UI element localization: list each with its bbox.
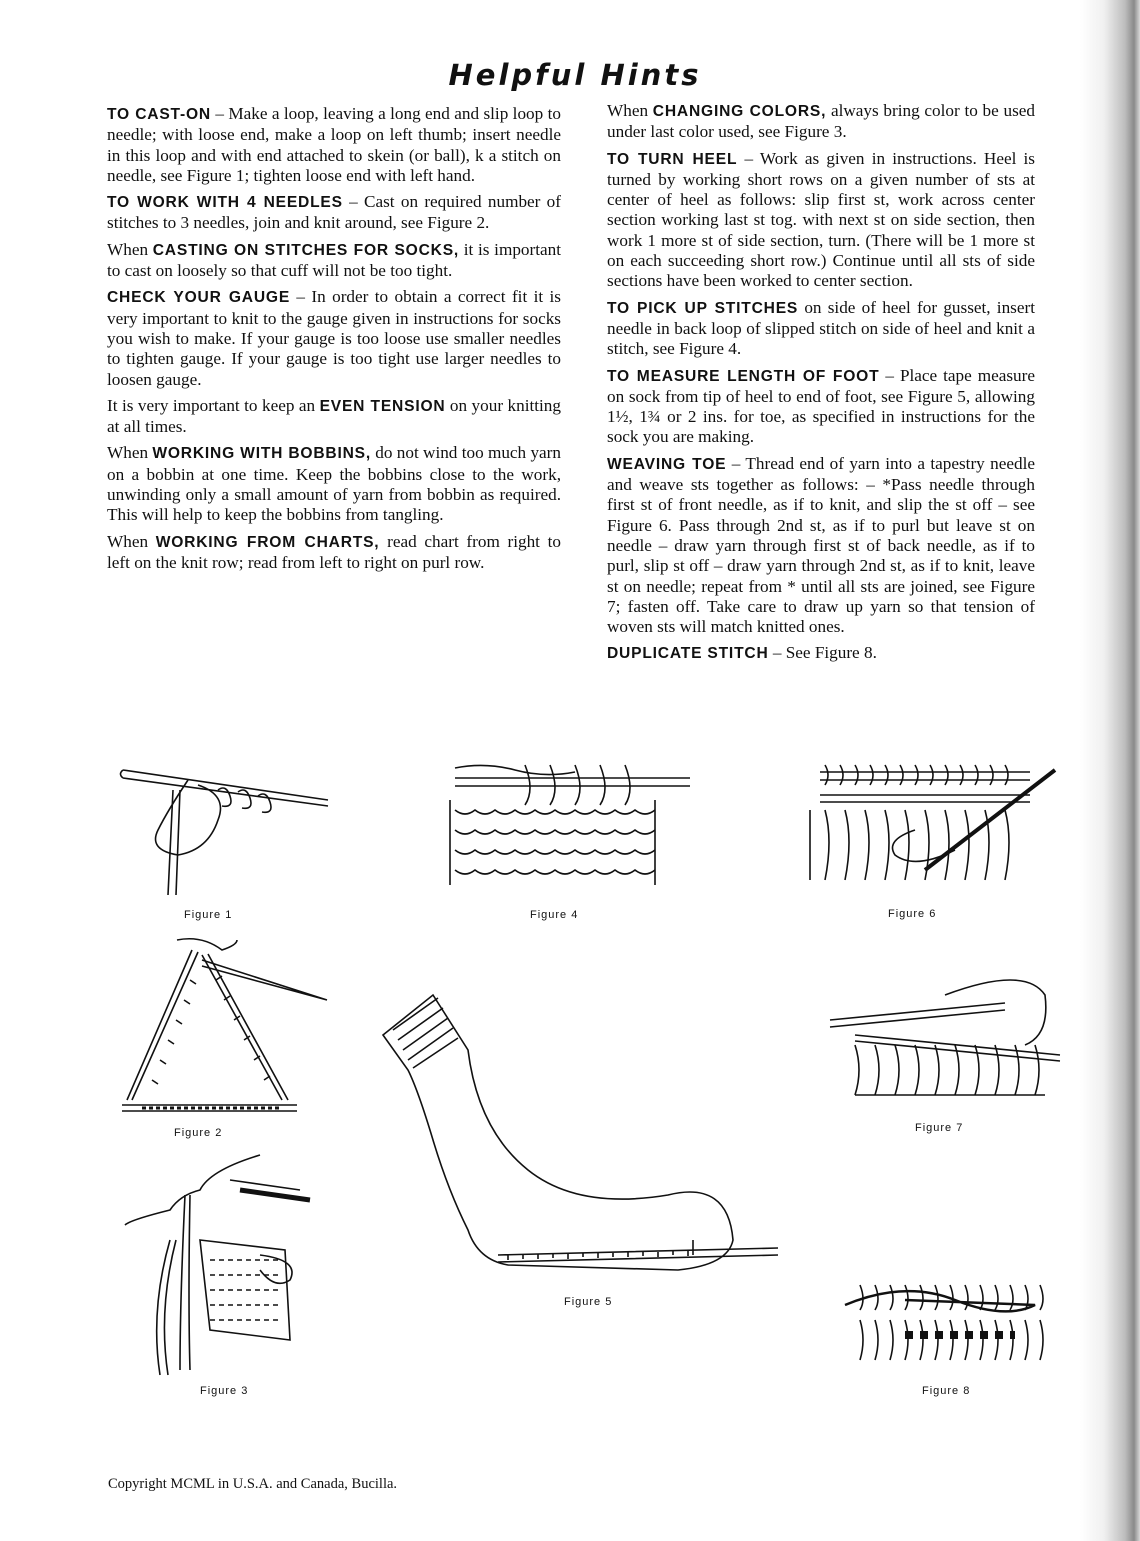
figure-3-label: Figure 3 xyxy=(200,1385,249,1397)
hint-four-needles: TO WORK WITH 4 NEEDLES – Cast on required number of stitches to 3 needles, join and knit around, see Figure 2. xyxy=(107,192,561,233)
figure-6-label: Figure 6 xyxy=(888,908,937,920)
hint-measure-foot: TO MEASURE LENGTH OF FOOT – Place tape measure on sock from tip of heel to end of foot, see Figure 5, allowing 1½, 1¾ or 2 ins. for toe, as specified in instructions for the sock you are making. xyxy=(607,365,1036,447)
hint-tension: It is very important to keep an EVEN TENSION on your knitting at all times. xyxy=(107,395,561,437)
hint-pick-up: TO PICK UP STITCHES on side of heel for gusset, insert needle in back loop of slipped stitch on side of heel and knit a stitch, see Figure 4. xyxy=(607,297,1035,359)
hint-colors: When CHANGING COLORS, always bring color to be used under last color used, see Figure 3. xyxy=(607,101,1035,142)
page-title: Helpful Hints xyxy=(448,58,702,92)
page-binding-shadow xyxy=(1080,0,1140,1541)
figure-8-label: Figure 8 xyxy=(922,1385,971,1397)
hint-cast-on: TO CAST-ON – Make a loop, leaving a long end and slip loop to needle; with loose end, make a loop on left thumb; insert needle in this loop and with end attached to skein (or ball), k a stitch on needle, see Figure 1; tighten loose end with left hand. xyxy=(107,104,561,185)
hint-charts: When WORKING FROM CHARTS, read chart from right to left on the knit row; read from left to right on purl row. xyxy=(107,531,561,572)
figure-1-cast-on-illustration xyxy=(118,760,333,900)
figure-1-label: Figure 1 xyxy=(184,909,233,921)
figure-8-duplicate-stitch-illustration xyxy=(845,1280,1055,1380)
figure-3-changing-colors-illustration xyxy=(110,1150,310,1380)
figure-7-label: Figure 7 xyxy=(915,1122,964,1134)
hint-bobbins: When WORKING WITH BOBBINS, do not wind too much yarn on a bobbin at one time. Keep the bobbins close to the work, unwinding only a small amount of yarn from bobbin as required. This will help to keep the bobbins from tangling. xyxy=(107,443,561,525)
figure-4-label: Figure 4 xyxy=(530,909,579,921)
figure-6-weaving-toe-illustration xyxy=(805,760,1060,890)
hint-turn-heel: TO TURN HEEL – Work as given in instructions. Heel is turned by working short rows on a given number of sts at center of heel as follows: slip first st, work across center section working last st tog. with next st on side section, then work 1 more st of side section, turn. (There will be 1 more st on each succeeding short row.) Continue until all sts of side sections have been worked to center section. xyxy=(607,148,1035,291)
figure-7-weaving-stitches-illustration xyxy=(825,975,1065,1105)
figure-4-pick-up-stitches-illustration xyxy=(445,760,695,890)
right-column xyxy=(607,101,1035,671)
figure-2-label: Figure 2 xyxy=(174,1127,223,1139)
hint-gauge: CHECK YOUR GAUGE – In order to obtain a correct fit it is very important to knit to the gauge given in instructions for socks you wish to make. If your gauge is too loose use smaller needles to tighten gauge. If your gauge is too tight use larger needles to loosen gauge. xyxy=(107,287,561,389)
hint-duplicate-stitch: DUPLICATE STITCH – See Figure 8. xyxy=(607,643,877,663)
copyright-notice: Copyright MCML in U.S.A. and Canada, Bucilla. xyxy=(108,1476,398,1492)
hint-casting-socks: When CASTING ON STITCHES FOR SOCKS, it is important to cast on loosely so that cuff will not be too tight. xyxy=(107,239,562,281)
hint-weaving-toe: WEAVING TOE – Thread end of yarn into a tapestry needle and weave sts together as follows: – *Pass needle through first st of front needle, as if to knit, and slip the st off – see Figure 6. Pass through 2nd st, as if to purl but leave st on needle – draw yarn through first st of back needle, as if to purl, slip st off – draw yarn through 2nd st, as if to knit, leave st on needle; repeat from * until all sts are joined, see Figure 7; fasten off. Take care to draw up yarn so that tension of woven sts will match knitted ones. xyxy=(607,453,1035,637)
figure-2-four-needles-illustration xyxy=(112,940,332,1120)
figure-5-label: Figure 5 xyxy=(564,1296,613,1308)
figure-5-sock-measure-illustration xyxy=(378,990,788,1290)
left-column xyxy=(107,104,561,579)
